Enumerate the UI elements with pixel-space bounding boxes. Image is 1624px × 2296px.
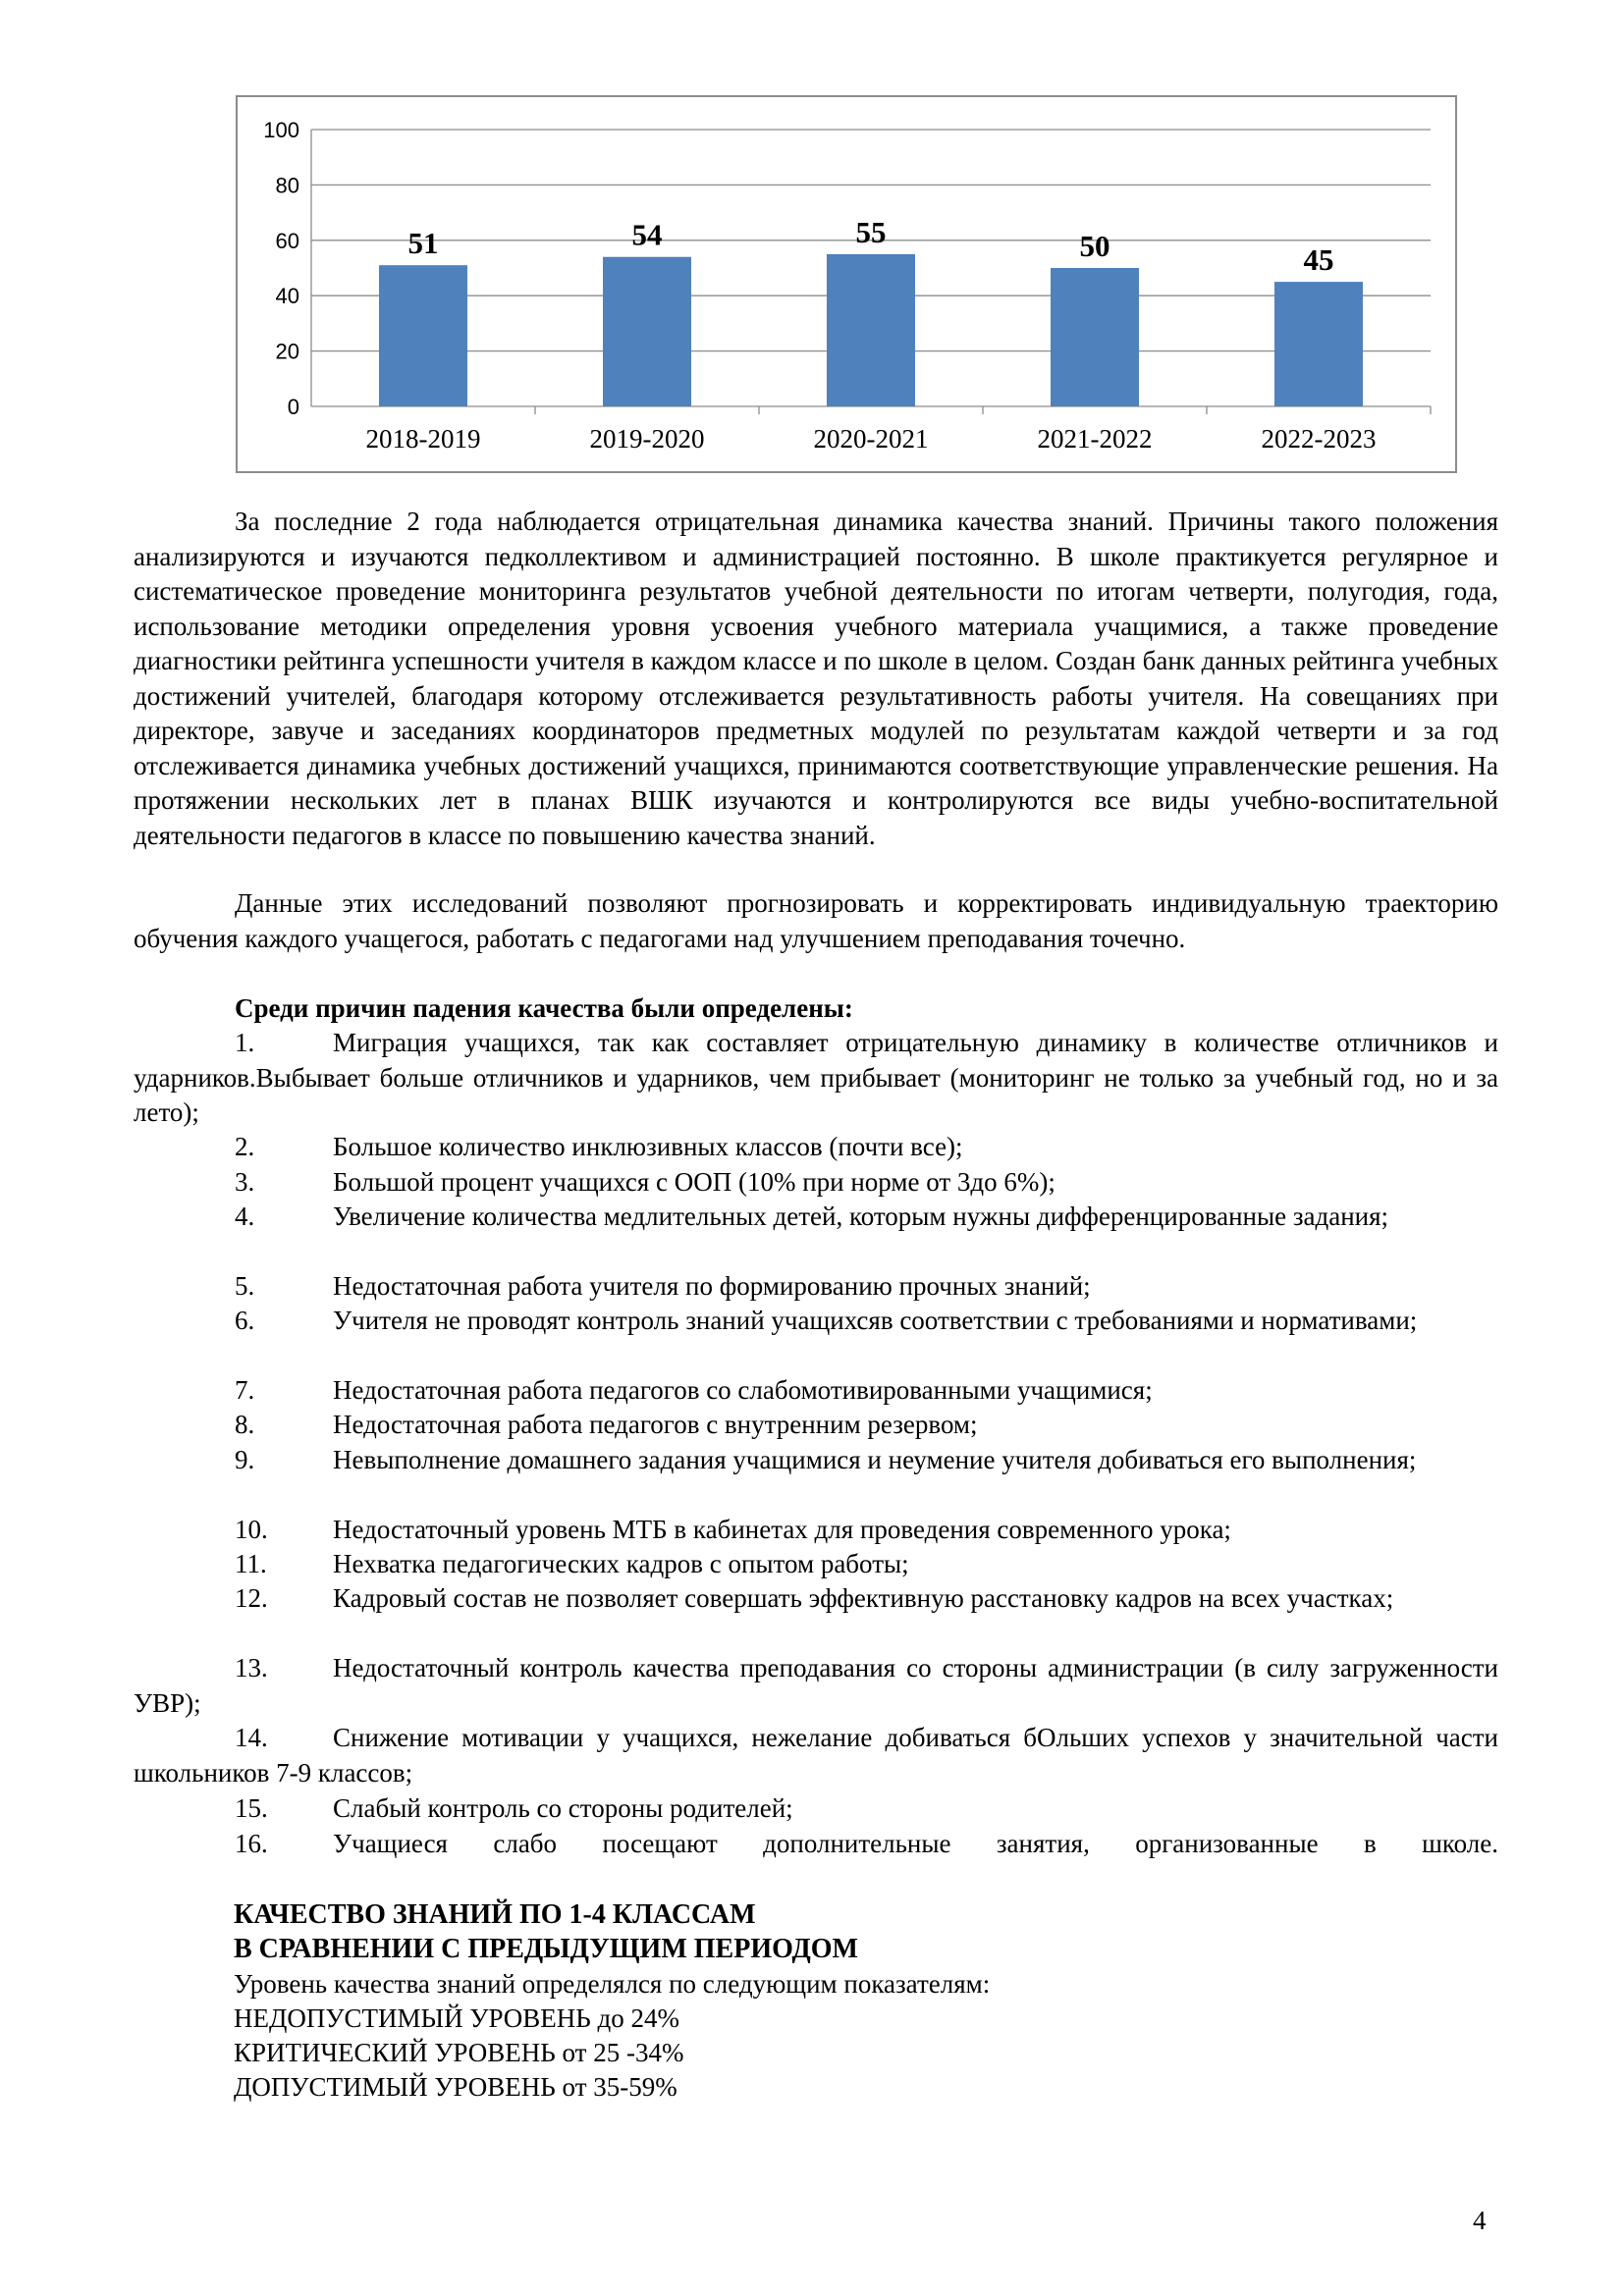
cause-number: 3. [235,1167,255,1197]
cause-text: Учащиеся слабо посещают дополнительные занятия, организованные в школе. [333,1829,1498,1858]
cause-text: Недостаточная работа педагогов со слабомотивированными учащимися; [333,1375,1153,1405]
y-tick-label: 100 [263,118,299,142]
cause-item [134,1304,1498,1339]
bar [827,254,915,406]
cause-number: 15. [235,1793,268,1823]
cause-item [134,1581,1498,1617]
chart-svg [238,97,1455,471]
paragraph-2: Данные этих исследований позволяют прогнозировать и корректировать индивидуальную траекторию обучения каждого учащегося, работать с педагогами над улучшением преподавания точечно. [134,888,1498,953]
x-tick-label: 2019-2020 [589,424,705,454]
cause-item [134,1443,1498,1478]
cause-item [134,1408,1498,1443]
cause-text: Кадровый состав не позволяет совершать эффективную расстановку кадров на всех участках; [333,1583,1394,1613]
x-tick-label: 2022-2023 [1261,424,1377,454]
level-unacceptable: НЕДОПУСТИМЫЙ УРОВЕНЬ до 24% [234,2003,680,2033]
cause-text: Невыполнение домашнего задания учащимися и неумение учителя добиваться его выполнения; [333,1445,1417,1474]
cause-text: Большое количество инклюзивных классов (почти все); [333,1132,963,1161]
cause-number: 12. [235,1583,268,1613]
cause-text: Учителя не проводят контроль знаний учащихсяв соответствии с требованиями и нормативами; [333,1306,1418,1335]
cause-number: 2. [235,1132,255,1161]
data-label: 55 [855,214,887,249]
cause-number: 5. [235,1271,255,1301]
cause-number: 1. [235,1028,255,1057]
cause-number: 8. [235,1410,255,1439]
cause-item [134,1373,1498,1409]
cause-item [134,1721,1498,1790]
cause-text: Недостаточная работа педагогов с внутренним резервом; [333,1410,978,1439]
cause-text: Недостаточный контроль качества преподавания со стороны администрации (в силу загруженности УВР); [134,1653,1498,1718]
causes-title: Среди причин падения качества были определены: [235,993,853,1023]
cause-text: Миграция учащихся, так как составляет отрицательную динамику в количестве отличников и ударников.Выбывает больше отличников и ударников, чем прибывает (мониторинг не только за учебный год, но и за лето); [134,1028,1498,1127]
paragraph-1: За последние 2 года наблюдается отрицательная динамика качества знаний. Причины такого положения анализируются и изучаются педколлективом и администрацией постоянно. В школе практикуется регулярное и систематическое проведение мониторинга результатов учебной деятельности по итогам четверти, полугодия, года, использование методики определения уровня усвоения учебного материала учащимися, а также проведение диагностики рейтинга успешности учителя в каждом классе и по школе в целом. Создан банк данных рейтинга учебных достижений учителей, благодаря которому отслеживается результативность работы учителя. На совещаниях при директоре, завуче и заседаниях координаторов предметных модулей по результатам каждой четверти и за год отслеживается динамика учебных достижений учащихся, принимаются соответствующие управленческие решения. На протяжении нескольких лет в планах ВШК изучаются и контролируются все виды учебно-воспитательной деятельности педагогов в классе по повышению качества знаний. [134,507,1498,850]
data-label: 50 [1079,229,1110,263]
data-label: 54 [631,217,663,252]
data-label: 45 [1303,242,1334,278]
cause-item [134,1651,1498,1721]
cause-number: 7. [235,1375,255,1405]
cause-item [134,1269,1498,1305]
cause-text: Большой процент учащихся с ООП (10% при норме от 3до 6%); [333,1167,1056,1197]
cause-number: 4. [235,1201,255,1231]
page-number: 4 [1473,2206,1487,2235]
x-tick-label: 2020-2021 [813,424,929,454]
section-heading-2: В СРАВНЕНИИ С ПРЕДЫДУЩИМ ПЕРИОДОМ [234,1934,858,1964]
bar [379,265,467,406]
cause-item [134,1791,1498,1827]
cause-text: Недостаточный уровень МТБ в кабинетах для проведения современного урока; [333,1515,1231,1544]
y-tick-label: 80 [275,173,299,198]
bar [1051,268,1139,406]
cause-item [134,1165,1498,1201]
y-tick-label: 40 [275,284,299,309]
cause-item [134,1200,1498,1235]
bar [1274,282,1363,406]
cause-item [134,1026,1498,1131]
level-acceptable: ДОПУСТИМЫЙ УРОВЕНЬ от 35-59% [234,2072,677,2102]
cause-text: Недостаточная работа учителя по формированию прочных знаний; [333,1271,1091,1301]
cause-item [134,1513,1498,1548]
y-tick-label: 0 [287,395,299,419]
cause-number: 10. [235,1515,268,1544]
x-tick-label: 2021-2022 [1037,424,1153,454]
bar [603,257,691,406]
cause-number: 16. [235,1829,268,1858]
y-tick-label: 60 [275,228,299,253]
y-tick-label: 20 [275,339,299,364]
cause-item [134,1547,1498,1582]
x-tick-label: 2018-2019 [365,424,481,454]
cause-item [134,1130,1498,1165]
cause-text: Нехватка педагогических кадров с опытом работы; [333,1549,909,1578]
levels-intro: Уровень качества знаний определялся по следующим показателям: [234,1969,991,1999]
bar-chart [236,95,1457,473]
cause-number: 6. [235,1306,255,1335]
cause-text: Слабый контроль со стороны родителей; [333,1793,793,1823]
cause-number: 11. [235,1549,267,1578]
cause-text: Увеличение количества медлительных детей, которым нужны дифференцированные задания; [333,1201,1389,1231]
cause-item [134,1827,1498,1862]
level-critical: КРИТИЧЕСКИЙ УРОВЕНЬ от 25 -34% [234,2038,684,2067]
cause-number: 9. [235,1445,255,1474]
cause-text: Снижение мотивации у учащихся, нежелание добиваться бОльших успехов у значительной части школьников 7-9 классов; [134,1723,1498,1788]
cause-number: 14. [235,1723,268,1752]
section-heading-1: КАЧЕСТВО ЗНАНИЙ ПО 1-4 КЛАССАМ [234,1899,756,1930]
cause-number: 13. [235,1653,268,1682]
data-label: 51 [407,226,439,261]
